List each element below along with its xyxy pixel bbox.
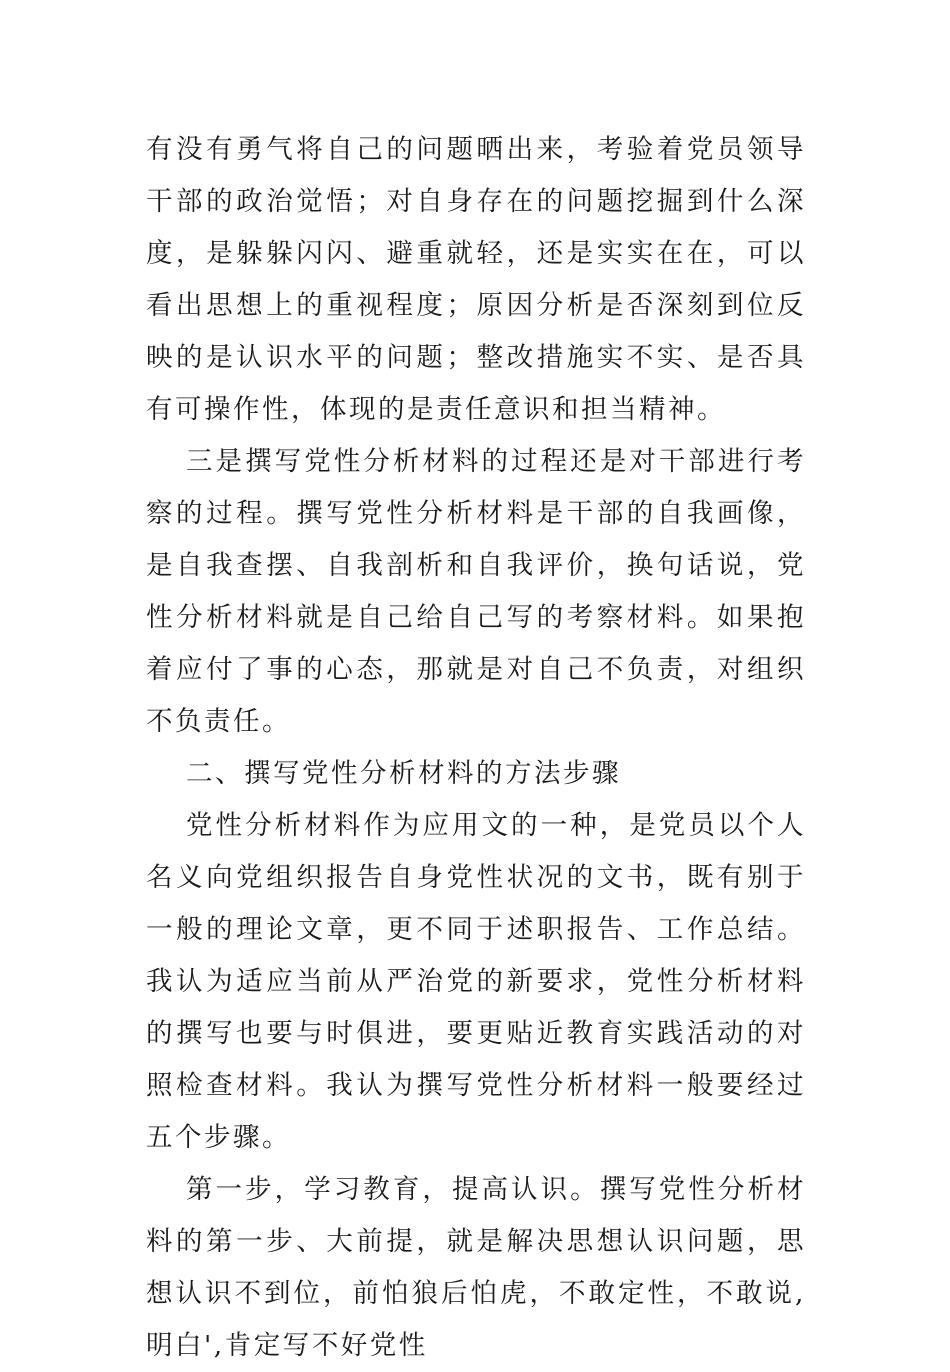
paragraph-point-three: 三是撰写党性分析材料的过程还是对干部进行考察的过程。撰写党性分析材料是干部的自我画像，是自我查摆、自我剖析和自我评价，换句话说，党性分析材料就是自己给自己写的考察材料。如果抱着应付了事的心态，那就是对自己不负责，对组织不负责任。: [146, 446, 806, 737]
paragraph-methods-intro: 党性分析材料作为应用文的一种，是党员以个人名义向党组织报告自身党性状况的文书，既有别于一般的理论文章，更不同于述职报告、工作总结。我认为适应当前从严治党的新要求，党性分析材料的撰写也要与时俱进，要更贴近教育实践活动的对照检查材料。我认为撰写党性分析材料一般要经过五个步骤。: [146, 810, 806, 1153]
paragraph-continuation: 有没有勇气将自己的问题晒出来，考验着党员领导干部的政治觉悟；对自身存在的问题挖掘到什么深度，是躲躲闪闪、避重就轻，还是实实在在，可以看出思想上的重视程度；原因分析是否深刻到位反映的是认识水平的问题；整改措施实不实、是否具有可操作性，体现的是责任意识和担当精神。: [146, 134, 806, 425]
section-heading: 二、撰写党性分析材料的方法步骤: [186, 758, 621, 789]
document-body: [146, 124, 806, 1372]
paragraph-step-one: 第一步，学习教育，提高认识。撰写党性分析材料的第一步、大前提，就是解决思想认识问题，思想认识不到位，前怕狼后怕虎，不敢定性，不敢说,明白',肯定写不好党性: [146, 1174, 806, 1361]
